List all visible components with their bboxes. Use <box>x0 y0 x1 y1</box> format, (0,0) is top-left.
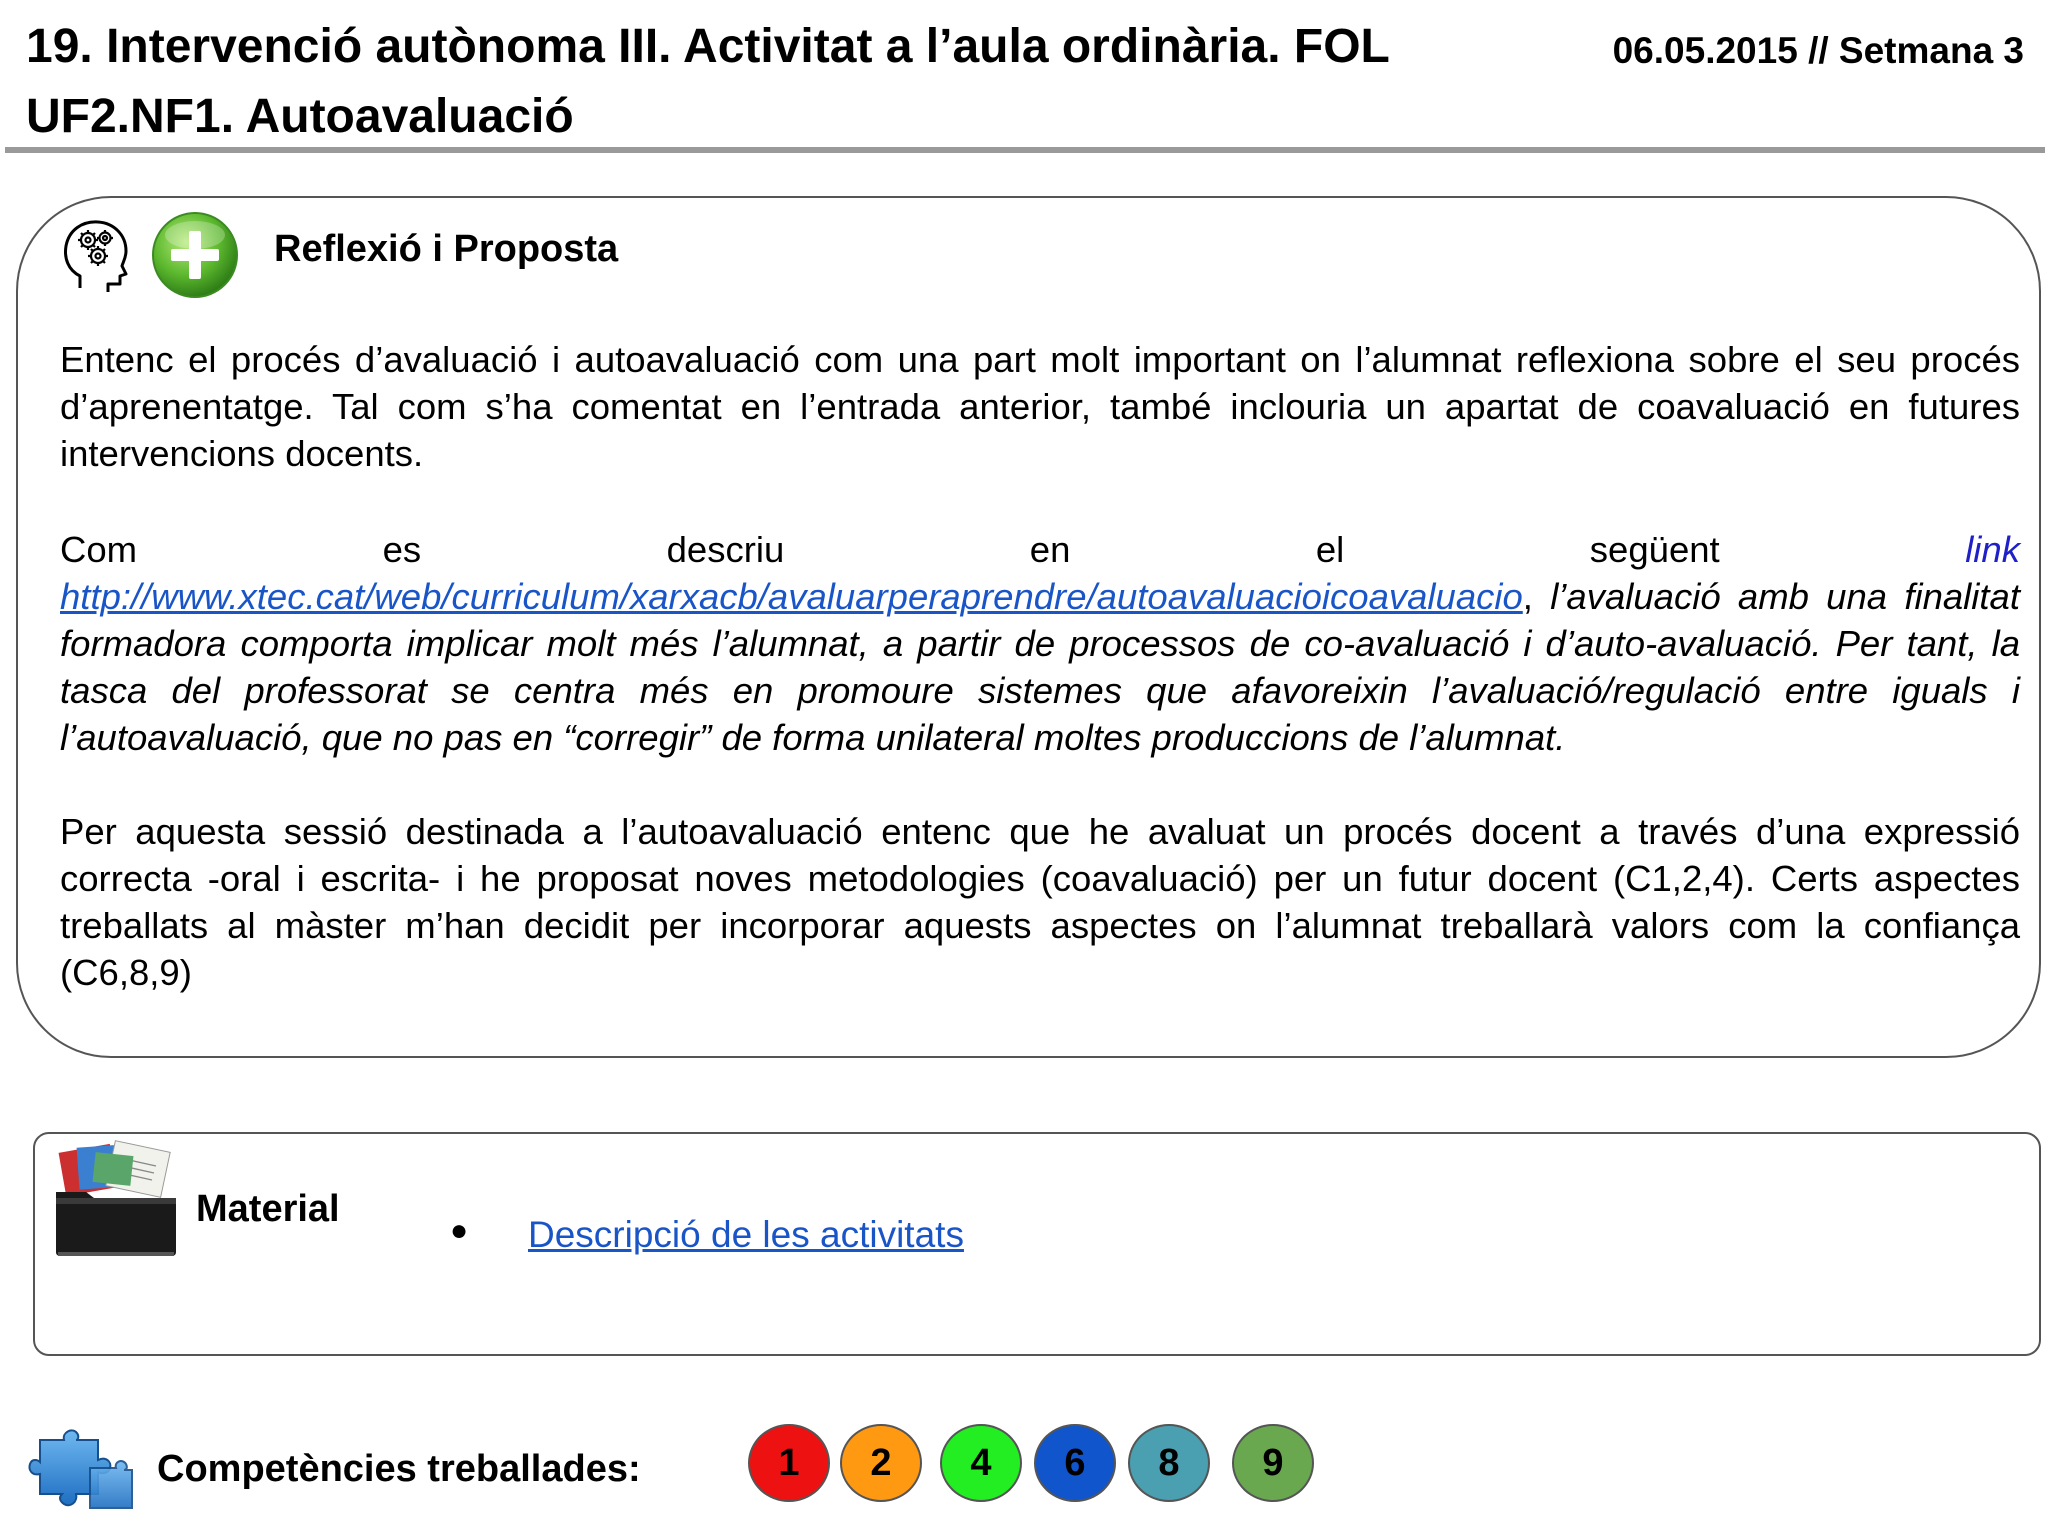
material-panel <box>33 1132 2041 1356</box>
folder-icon <box>52 1140 180 1258</box>
title-line-2: UF2.NF1. Autoavaluació <box>26 90 574 143</box>
competency-badge-2: 2 <box>840 1424 922 1502</box>
competency-badge-6: 6 <box>1034 1424 1116 1502</box>
page-title <box>26 12 1526 152</box>
reflexio-paragraph-2: Com es descriu en el següent link http://www.xtec.cat/web/curriculum/xarxacb/avaluarperaprendre/autoavaluacioicoavaluacio, l’avaluació amb una finalitat formadora comporta implicar molt més l’alumnat, a partir de processos de co-avaluació i d’auto-avaluació. Per tant, la tasca del professorat se centra més en promoure sistemes que afavoreixin l’avaluació/regulació entre iguals i l’autoavaluació, que no pas en “corregir” de forma unilateral moltes produccions de l’alumnat. <box>60 529 2020 758</box>
reflexio-paragraph-1: Entenc el procés d’avaluació i autoavaluació com una part molt important on l’alumnat reflexiona sobre el seu procés d’aprenentatge. Tal com s’ha comentat en l’entrada anterior, també inclouria un apartat de coavaluació en futures intervencions docents. <box>60 339 2020 474</box>
xtec-url-link[interactable]: http://www.xtec.cat/web/curriculum/xarxacb/avaluarperaprendre/autoavaluacioicoavaluacio <box>60 576 1523 617</box>
date-week-label: 06.05.2015 // Setmana 3 <box>1612 30 2024 71</box>
competencies-title: Competències treballades: <box>157 1448 641 1490</box>
link-word[interactable]: link <box>1965 529 2020 570</box>
paragraph-2-intro: Com es descriu en el següent <box>60 529 1720 570</box>
paragraph-2-rest: l’avaluació amb una finalitat formadora comporta implicar molt més l’alumnat, a partir de processos de co-avaluació i d’auto-avaluació. Per tant, la tasca del professorat se centra més en promoure sistemes que afavoreixin l’avaluació/regulació entre iguals i l’autoavaluació, que no pas en “corregir” de forma unilateral moltes produccions de l’alumnat. <box>60 576 2020 758</box>
competency-badge-8: 8 <box>1128 1424 1210 1502</box>
reflexio-paragraph-3: Per aquesta sessió destinada a l’autoavaluació entenc que he avaluat un procés docent a través d’una expressió correcta -oral i escrita- i he proposat noves metodologies (coavaluació) per un futur docent (C1,2,4). Certs aspectes treballats al màster m’han decidit per incorporar aquests aspectes on l’alumnat treballarà valors com la confiança (C6,8,9) <box>60 811 2020 993</box>
descripcio-activitats-link[interactable]: Descripció de les activitats <box>528 1214 964 1255</box>
competency-badge-9: 9 <box>1232 1424 1314 1502</box>
material-title: Material <box>196 1188 340 1230</box>
competency-badge-1: 1 <box>748 1424 830 1502</box>
puzzle-icon <box>26 1428 134 1512</box>
header-divider <box>5 147 2045 153</box>
competency-badge-4: 4 <box>940 1424 1022 1502</box>
title-line-1: 19. Intervenció autònoma III. Activitat a l’aula ordinària. FOL <box>26 20 1390 73</box>
plus-icon <box>150 210 240 300</box>
bullet: ● <box>450 1214 469 1247</box>
reflexio-title: Reflexió i Proposta <box>274 228 619 270</box>
head-gears-icon <box>60 218 130 294</box>
